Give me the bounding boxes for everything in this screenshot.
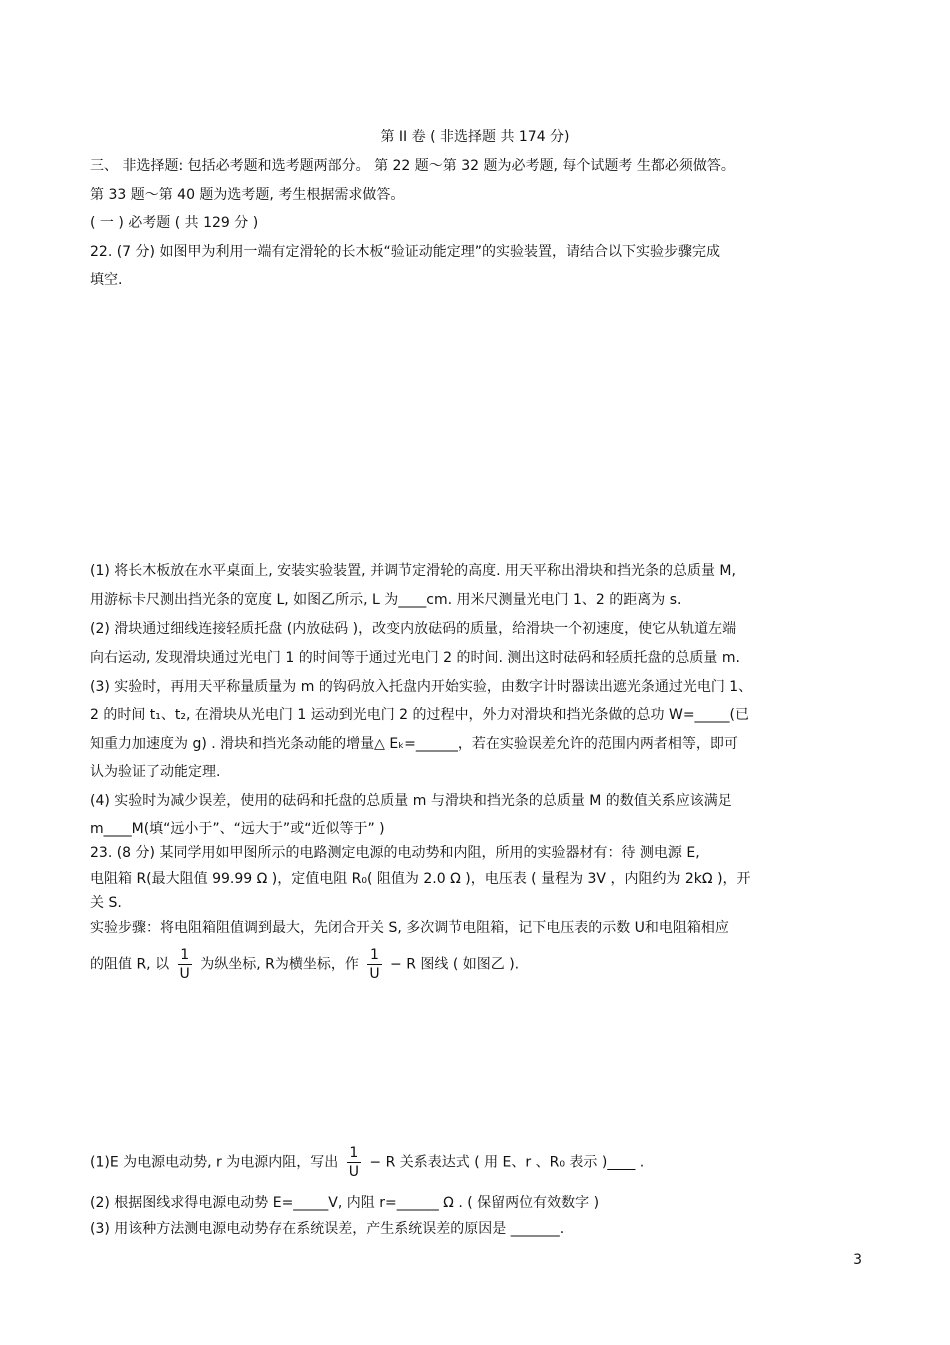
fraction-denominator-2: U [369, 966, 380, 982]
q22-part4-line1: (4) 实验时为减少误差，使用的砝码和托盘的总质量 m 与滑块和挡光条的总质量 M 的数值关系应该满足 [90, 793, 732, 809]
q22-part1-line1: (1) 将长木板放在水平桌面上, 安装实验装置, 并调节定滑轮的高度. 用天平称出滑块和挡光条的总质量 M, [90, 563, 736, 579]
fraction-one-over-u-2 [367, 946, 381, 983]
q23-steps-line1: 实验步骤：将电阻箱阻值调到最大，先闭合开关 S, 多次调节电阻箱，记下电压表的示数 U和电阻箱相应 [90, 920, 729, 936]
q23-intro-line2: 电阻箱 R(最大阻值 99.99 Ω )，定值电阻 R₀( 阻值为 2.0 Ω )，电压表 ( 量程为 3V ，内阻约为 2kΩ )，开 [90, 871, 751, 887]
q23-sub1 [90, 1144, 644, 1181]
steps-text-c: − R 图线 ( 如图乙 ). [390, 956, 520, 973]
fraction-numerator-2: 1 [367, 946, 381, 965]
q22-part3-line1: (3) 实验时，再用天平称量质量为 m 的钩码放入托盘内开始实验，由数字计时器读出遮光条通过光电门 1、 [90, 679, 753, 695]
q22-part2-line1: (2) 滑块通过细线连接轻质托盘 (内放砝码 )，改变内放砝码的质量，给滑块一个初速度，使它从轨道左端 [90, 621, 737, 637]
section3-line3: ( 一 ) 必考题 ( 共 129 分 ) [90, 215, 259, 231]
q22-part3-line2: 2 的时间 t₁、t₂, 在滑块从光电门 1 运动到光电门 2 的过程中，外力对滑块和挡光条做的总功 W=_____(已 [90, 707, 750, 723]
q22-intro-line1: 22. (7 分) 如图甲为利用一端有定滑轮的长木板“验证动能定理”的实验装置，请结合以下实验步骤完成 [90, 244, 720, 260]
q23-sub2: (2) 根据图线求得电源电动势 E=_____V, 内阻 r=______ Ω . ( 保留两位有效数字 ) [90, 1195, 600, 1211]
steps-text-a: 的阻值 R, 以 [90, 956, 170, 973]
fraction-one-over-u-3 [347, 1144, 361, 1181]
section3-line2: 第 33 题～第 40 题为选考题, 考生根据需求做答。 [90, 187, 405, 203]
sub1-text-a: (1)E 为电源电动势, r 为电源内阻，写出 [90, 1154, 339, 1171]
section3-line1: 三、 非选择题: 包括必考题和选考题两部分。 第 22 题～第 32 题为必考题, 每个试题考 生都必须做答。 [90, 158, 735, 174]
fraction-numerator: 1 [178, 946, 192, 965]
q22-part2-line2: 向右运动, 发现滑块通过光电门 1 的时间等于通过光电门 2 的时间. 测出这时砝码和轻质托盘的总质量 m. [90, 650, 740, 666]
q22-part3-line4: 认为验证了动能定理. [90, 764, 221, 780]
fraction-denominator-3: U [348, 1164, 359, 1180]
page-number: 3 [853, 1252, 862, 1268]
steps-text-b: 为纵坐标, R为横坐标，作 [200, 956, 359, 973]
q23-steps-line2 [90, 946, 519, 983]
fraction-numerator-3: 1 [347, 1144, 361, 1163]
sub1-text-b: − R 关系表达式 ( 用 E、r 、R₀ 表示 )____ . [369, 1154, 645, 1171]
q22-intro-line2: 填空. [90, 272, 123, 288]
section-title: 第 II 卷 ( 非选择题 共 174 分) [380, 129, 570, 145]
q22-part3-line3: 知重力加速度为 g) . 滑块和挡光条动能的增量△ Eₖ=______，若在实验误差允许的范围内两者相等，即可 [90, 736, 738, 752]
q23-intro-line3: 关 S. [90, 895, 122, 911]
q22-part4-line2: m____M(填“远小于”、“远大于”或“近似等于” ) [90, 821, 385, 837]
fraction-one-over-u [178, 946, 192, 983]
q23-intro-line1: 23. (8 分) 某同学用如甲图所示的电路测定电源的电动势和内阻，所用的实验器材有：待 测电源 E, [90, 845, 700, 861]
q23-sub3: (3) 用该种方法测电源电动势存在系统误差，产生系统误差的原因是 _______. [90, 1221, 565, 1237]
fraction-denominator: U [179, 966, 190, 982]
q22-part1-line2: 用游标卡尺测出挡光条的宽度 L, 如图乙所示, L 为____cm. 用米尺测量光电门 1、2 的距离为 s. [90, 592, 682, 608]
